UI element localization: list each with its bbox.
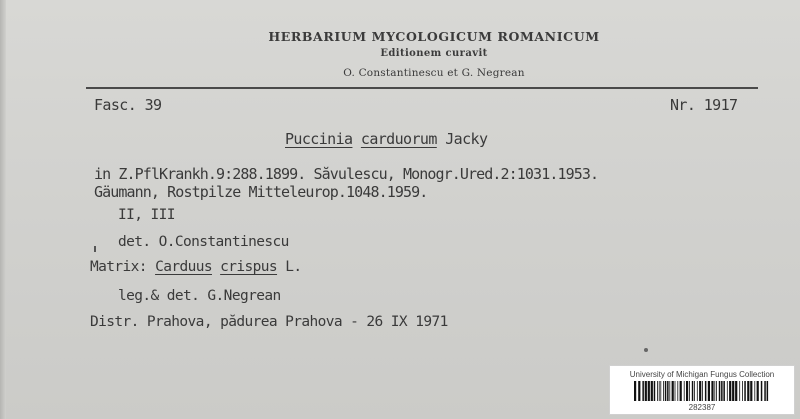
matrix-epithet: crispus (220, 259, 278, 275)
herbarium-editors: O. Constantinescu et G. Negrean (343, 67, 525, 79)
collector: leg.& det. G.Negrean (118, 288, 281, 304)
fascicle-number: Fasc. 39 (94, 96, 162, 114)
reference-line: in Z.PflKrankh.9:288.1899. Săvulescu, Monogr.Ured.2:1031.1953. (94, 165, 599, 183)
matrix-author: L. (285, 259, 302, 275)
barcode-icon (634, 381, 770, 401)
reference-line: Gäumann, Rostpilze Mitteleurop.1048.1959. (94, 183, 428, 201)
header-divider (86, 87, 758, 89)
label-edge (0, 0, 6, 419)
barcode-number: 282387 (688, 403, 716, 412)
species-epithet: carduorum (360, 130, 437, 148)
distribution: Distr. Prahova, pădurea Prahova - 26 IX 1971 (90, 314, 448, 330)
barcode-label (609, 365, 795, 415)
species-name (285, 130, 487, 148)
host-matrix (90, 259, 301, 275)
specimen-number: Nr. 1917 (670, 96, 738, 114)
species-author: Jacky (445, 130, 488, 148)
matrix-genus: Carduus (155, 259, 212, 275)
spore-stages: II, III (118, 207, 175, 223)
herbarium-subtitle: Editionem curavit (380, 48, 488, 59)
matrix-label: Matrix: (90, 259, 147, 275)
ink-dot (644, 348, 648, 352)
herbarium-title: HERBARIUM MYCOLOGICUM ROMANICUM (268, 29, 600, 44)
barcode-institution: University of Michigan Fungus Collection (629, 370, 775, 379)
determiner: det. O.Constantinescu (118, 234, 289, 250)
pen-mark (94, 246, 96, 252)
species-genus: Puccinia (285, 130, 353, 148)
